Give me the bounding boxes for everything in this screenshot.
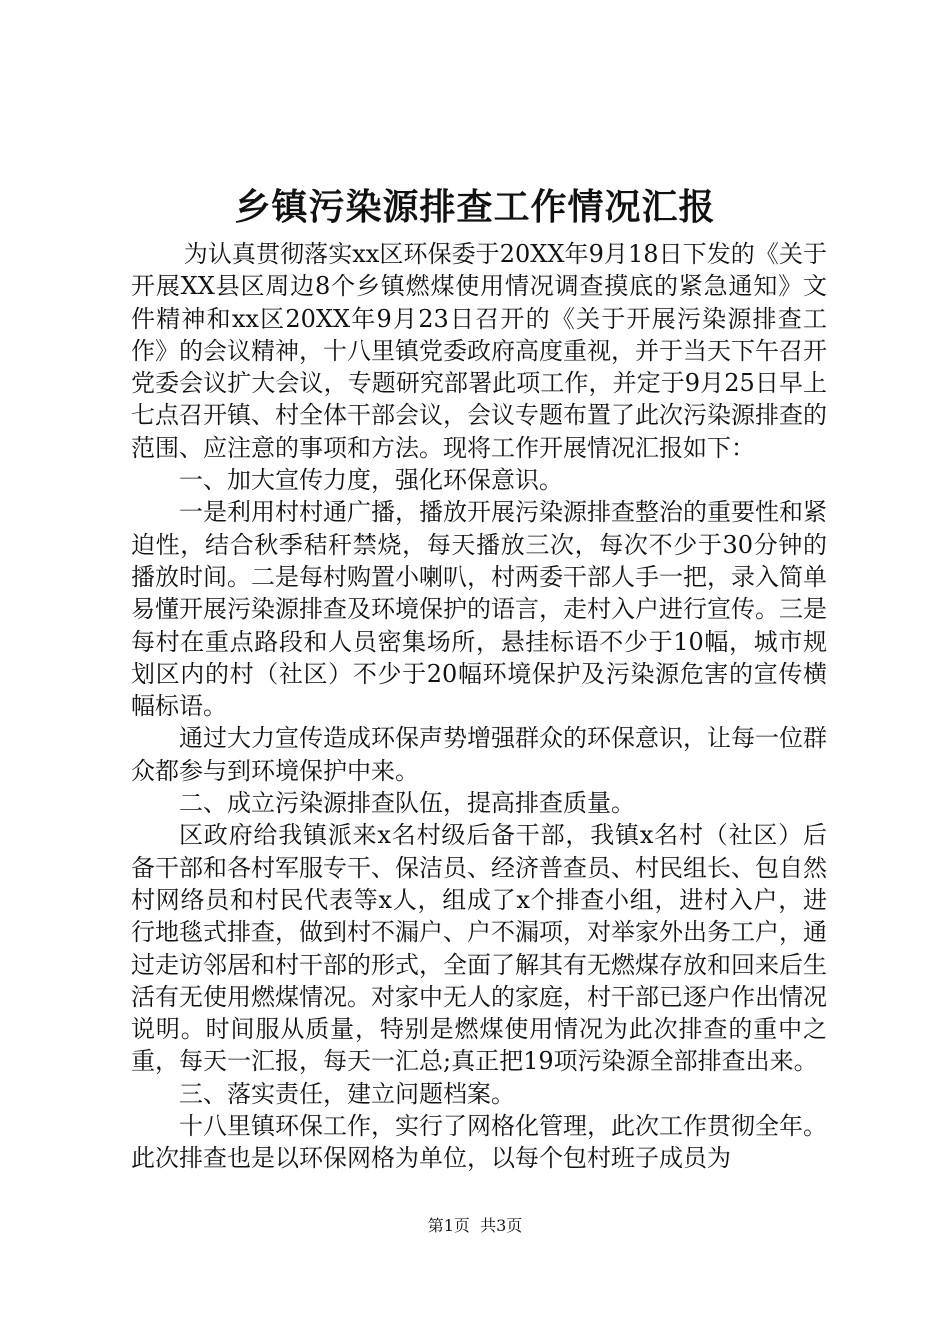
- page-total: 共3页: [480, 1216, 523, 1235]
- paragraph-intro: 为认真贯彻落实xx区环保委于20XX年9月18日下发的《关于开展XX县区周边8个乡镇燃煤使用情况调查摸底的紧急通知》文件精神和xx区20XX年9月23日召开的《关于开展污染源排查工作》的会议精神，十八里镇党委政府高度重视，并于当天下午召开党委会议扩大会议，专题研究部署此项工作，并定于9月25日早上七点召开镇、村全体干部会议，会议专题布置了此次污染源排查的范围、应注意的事项和方法。现将工作开展情况汇报如下：: [131, 240, 827, 462]
- document-body: [131, 238, 827, 1175]
- page-number: 第1页: [427, 1216, 470, 1235]
- paragraph-team: 区政府给我镇派来x名村级后备干部，我镇x名村（社区）后备干部和各村军服专干、保洁员、经济普查员、村民组长、包自然村网络员和村民代表等x人，组成了x个排查小组，进村入户，进行地毯式排查，做到村不漏户、户不漏项，对举家外出务工户，通过走访邻居和村干部的形式，全面了解其有无燃煤存放和回来后生活有无使用燃煤情况。对家中无人的家庭，村干部已逐户作出情况说明。时间服从质量，特别是燃煤使用情况为此次排查的重中之重，每天一汇报，每天一汇总;真正把19项污染源全部排查出来。: [131, 821, 827, 1076]
- paragraph-awareness: 通过大力宣传造成环保声势增强群众的环保意识，让每一位群众都参与到环境保护中来。: [131, 724, 827, 785]
- document-title: 乡镇污染源排查工作情况汇报: [234, 187, 716, 228]
- section-heading-2: 二、成立污染源排查队伍，提高排查质量。: [179, 789, 635, 818]
- section-heading-3: 三、落实责任，建立问题档案。: [179, 1079, 515, 1108]
- page-footer: [0, 1214, 950, 1238]
- paragraph-grid-management: 十八里镇环保工作，实行了网格化管理，此次工作贯彻全年。此次排查也是以环保网格为单位，以每个包村班子成员为: [131, 1112, 827, 1173]
- paragraph-publicity: 一是利用村村通广播，播放开展污染源排查整治的重要性和紧迫性，结合秋季秸秆禁烧，每天播放三次，每次不少于30分钟的播放时间。二是每村购置小喇叭，村两委干部人手一把，录入简单易懂开展污染源排查及环境保护的语言，走村入户进行宣传。三是每村在重点路段和人员密集场所，悬挂标语不少于10幅，城市规划区内的村（社区）不少于20幅环境保护及污染源危害的宣传横幅标语。: [131, 498, 827, 721]
- section-heading-1: 一、加大宣传力度，强化环保意识。: [179, 466, 563, 495]
